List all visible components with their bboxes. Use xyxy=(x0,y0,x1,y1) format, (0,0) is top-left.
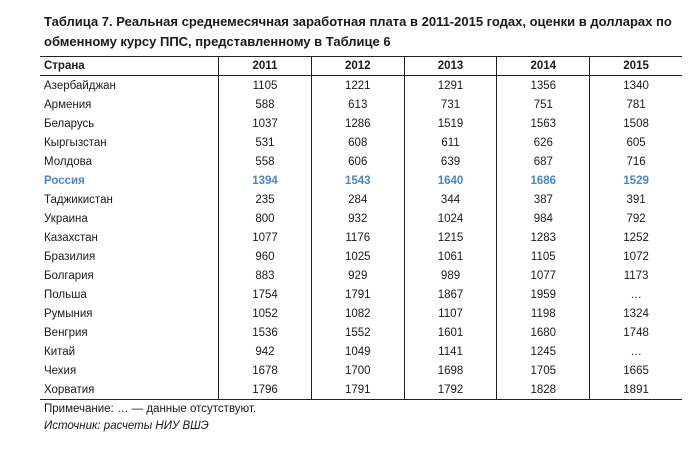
value-cell: … xyxy=(590,285,682,304)
value-cell: 605 xyxy=(590,133,682,152)
value-cell: 989 xyxy=(404,266,497,285)
country-cell: Казахстан xyxy=(44,231,98,244)
table-row xyxy=(40,342,682,361)
value-cell: 1678 xyxy=(219,361,312,380)
country-cell: Молдова xyxy=(44,155,93,168)
value-cell: 1519 xyxy=(404,114,497,133)
table-source: Источник: расчеты НИУ ВШЭ xyxy=(44,420,209,432)
value-cell: 588 xyxy=(219,95,312,114)
table-row xyxy=(40,133,682,152)
table-row xyxy=(40,361,682,380)
header-2015: 2015 xyxy=(590,57,682,76)
value-cell: 792 xyxy=(590,209,682,228)
header-2014: 2014 xyxy=(497,57,590,76)
table-body xyxy=(40,76,682,400)
header-2013: 2013 xyxy=(404,57,497,76)
table-row xyxy=(40,266,682,285)
value-cell: 1891 xyxy=(590,380,682,400)
value-cell: 1077 xyxy=(219,228,312,247)
value-cell: 1252 xyxy=(590,228,682,247)
country-cell: Украина xyxy=(44,212,88,225)
value-cell: 1324 xyxy=(590,304,682,323)
value-cell: 1198 xyxy=(497,304,590,323)
value-cell: 731 xyxy=(404,95,497,114)
value-cell: 606 xyxy=(311,152,404,171)
value-cell: 1748 xyxy=(590,323,682,342)
header-2012: 2012 xyxy=(311,57,404,76)
value-cell: 1221 xyxy=(311,76,404,96)
value-cell: 1176 xyxy=(311,228,404,247)
value-cell: 1867 xyxy=(404,285,497,304)
value-cell: 1356 xyxy=(497,76,590,96)
header-country: Страна xyxy=(40,57,219,76)
country-cell: Беларусь xyxy=(44,117,95,130)
country-cell: Китай xyxy=(44,345,76,358)
value-cell: 1082 xyxy=(311,304,404,323)
value-cell: 1049 xyxy=(311,342,404,361)
value-cell: 1552 xyxy=(311,323,404,342)
table-note: Примечание: … — данные отсутствуют. xyxy=(44,403,257,415)
country-cell: Кыргызстан xyxy=(44,136,107,149)
value-cell: 1529 xyxy=(590,171,682,190)
value-cell: 932 xyxy=(311,209,404,228)
value-cell: 1061 xyxy=(404,247,497,266)
country-cell: Таджикистан xyxy=(44,193,113,206)
value-cell: 558 xyxy=(219,152,312,171)
value-cell: 1283 xyxy=(497,228,590,247)
value-cell: 687 xyxy=(497,152,590,171)
value-cell: 344 xyxy=(404,190,497,209)
table-row xyxy=(40,95,682,114)
value-cell: 1291 xyxy=(404,76,497,96)
value-cell: 531 xyxy=(219,133,312,152)
value-cell: 1072 xyxy=(590,247,682,266)
value-cell: 883 xyxy=(219,266,312,285)
table-row xyxy=(40,323,682,342)
value-cell: 1601 xyxy=(404,323,497,342)
value-cell: 1077 xyxy=(497,266,590,285)
country-cell: Румыния xyxy=(44,307,93,320)
country-cell: Венгрия xyxy=(44,326,88,339)
table-row xyxy=(40,190,682,209)
country-cell: Болгария xyxy=(44,269,94,282)
value-cell: 781 xyxy=(590,95,682,114)
value-cell: 235 xyxy=(219,190,312,209)
country-cell: Бразилия xyxy=(44,250,96,263)
value-cell: 1828 xyxy=(497,380,590,400)
country-cell: Россия xyxy=(44,174,85,187)
value-cell: 1105 xyxy=(497,247,590,266)
value-cell: 1698 xyxy=(404,361,497,380)
value-cell: 1141 xyxy=(404,342,497,361)
value-cell: 1563 xyxy=(497,114,590,133)
value-cell: 1215 xyxy=(404,228,497,247)
value-cell: 1705 xyxy=(497,361,590,380)
value-cell: 1536 xyxy=(219,323,312,342)
value-cell: 942 xyxy=(219,342,312,361)
value-cell: 1173 xyxy=(590,266,682,285)
table-row xyxy=(40,152,682,171)
value-cell: 1340 xyxy=(590,76,682,96)
value-cell: 387 xyxy=(497,190,590,209)
value-cell: 1796 xyxy=(219,380,312,400)
value-cell: 960 xyxy=(219,247,312,266)
value-cell: 751 xyxy=(497,95,590,114)
table-header-row xyxy=(40,57,682,76)
value-cell: 613 xyxy=(311,95,404,114)
value-cell: … xyxy=(590,342,682,361)
table-row xyxy=(40,76,682,96)
value-cell: 1024 xyxy=(404,209,497,228)
value-cell: 1543 xyxy=(311,171,404,190)
table-row xyxy=(40,228,682,247)
value-cell: 626 xyxy=(497,133,590,152)
country-cell: Хорватия xyxy=(40,380,219,400)
value-cell: 639 xyxy=(404,152,497,171)
wage-table xyxy=(40,56,682,400)
value-cell: 1640 xyxy=(404,171,497,190)
value-cell: 1754 xyxy=(219,285,312,304)
value-cell: 1037 xyxy=(219,114,312,133)
value-cell: 1107 xyxy=(404,304,497,323)
value-cell: 716 xyxy=(590,152,682,171)
value-cell: 284 xyxy=(311,190,404,209)
value-cell: 1105 xyxy=(219,76,312,96)
value-cell: 1025 xyxy=(311,247,404,266)
country-cell: Польша xyxy=(44,288,87,301)
value-cell: 1245 xyxy=(497,342,590,361)
value-cell: 1052 xyxy=(219,304,312,323)
table-row xyxy=(40,171,682,190)
value-cell: 1791 xyxy=(311,285,404,304)
country-cell: Азербайджан xyxy=(44,79,116,92)
table-row xyxy=(40,304,682,323)
value-cell: 800 xyxy=(219,209,312,228)
table-row xyxy=(40,209,682,228)
value-cell: 1508 xyxy=(590,114,682,133)
country-cell: Армения xyxy=(44,98,92,111)
value-cell: 984 xyxy=(497,209,590,228)
table-row xyxy=(40,114,682,133)
value-cell: 1791 xyxy=(311,380,404,400)
table-row xyxy=(40,380,682,400)
value-cell: 611 xyxy=(404,133,497,152)
value-cell: 1680 xyxy=(497,323,590,342)
value-cell: 929 xyxy=(311,266,404,285)
value-cell: 1286 xyxy=(311,114,404,133)
value-cell: 1700 xyxy=(311,361,404,380)
table-title: Таблица 7. Реальная среднемесячная заработная плата в 2011-2015 годах, оценки в долларах по обменному курсу ППС, представленному в Таблице 6 xyxy=(44,14,672,49)
table-row xyxy=(40,247,682,266)
value-cell: 1665 xyxy=(590,361,682,380)
table-row xyxy=(40,285,682,304)
header-2011: 2011 xyxy=(219,57,312,76)
value-cell: 608 xyxy=(311,133,404,152)
value-cell: 1792 xyxy=(404,380,497,400)
value-cell: 1394 xyxy=(219,171,312,190)
value-cell: 391 xyxy=(590,190,682,209)
country-cell: Чехия xyxy=(44,364,77,377)
value-cell: 1959 xyxy=(497,285,590,304)
value-cell: 1686 xyxy=(497,171,590,190)
